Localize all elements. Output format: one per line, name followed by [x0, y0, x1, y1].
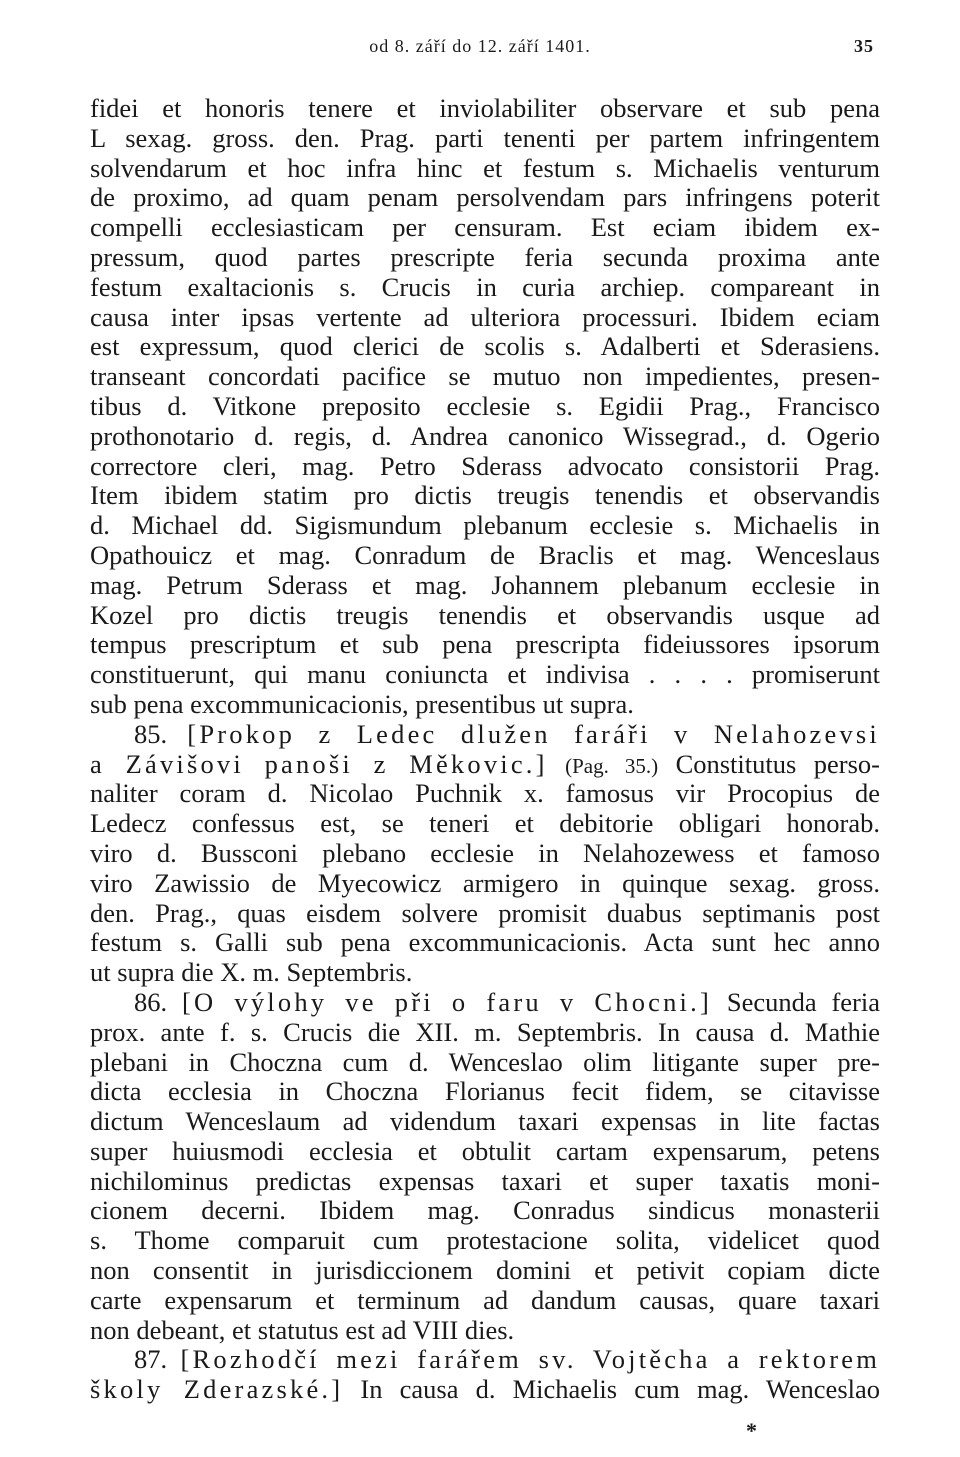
text-line: naliter coram d. Nicolao Puchnik x. famosus vir Procopius de — [90, 778, 880, 809]
text-line: sub pena excommunicacionis, presentibus ut supra. — [90, 688, 634, 719]
text-line: d. Michael dd. Sigismundum plebanum ecclesie s. Michaelis in — [90, 510, 880, 541]
entry-title: [Prokop z Ledec dlužen faráři v Nelahozevsi — [187, 718, 880, 749]
entry-text: Constitutus perso- — [675, 748, 880, 779]
text-line: fidei et honoris tenere et inviolabiliter observare et sub pena — [90, 93, 880, 123]
entry-86-title-line — [90, 988, 880, 1018]
text-line: carte expensarum et terminum ad dandum causas, quare taxari — [90, 1284, 880, 1315]
text-line: correctore cleri, mag. Petro Sderass advocato consistorii Prag. — [90, 450, 880, 481]
entry-85-body — [90, 779, 880, 958]
text-line: cionem decerni. Ibidem mag. Conradus sindicus monasterii — [90, 1195, 880, 1226]
text-line: super huiusmodi ecclesia et obtulit cartam expensarum, petens — [90, 1135, 880, 1166]
text-line: festum exaltacionis s. Crucis in curia archiep. compareant in — [90, 271, 880, 302]
text-line: viro Zawissio de Myecowicz armigero in quinque sexag. gross. — [90, 867, 880, 898]
text-line: mag. Petrum Sderass et mag. Johannem plebanum ecclesie in — [90, 569, 880, 600]
entry-title-continued: školy Zderazské.] — [90, 1374, 344, 1405]
text-line: est expressum, quod clerici de scolis s. Adalberti et Sderasiens. — [90, 331, 880, 362]
text-line: den. Prag., quas eisdem solvere promisit duabus septimanis post — [90, 897, 880, 928]
page-header — [0, 36, 960, 60]
text-line: causa inter ipsas vertente ad ulteriora processuri. Ibidem eciam — [90, 301, 880, 332]
text-line: festum s. Galli sub pena excommunicacionis. Acta sunt hec anno — [90, 927, 880, 958]
text-line: pressum, quod partes prescripte feria secunda proxima ante — [90, 241, 880, 272]
text-line: prox. ante f. s. Crucis die XII. m. Septembris. In causa d. Mathie — [90, 1016, 880, 1047]
entry-text-line: non debeant, et statutus est ad VIII dies. — [90, 1314, 515, 1345]
text-line: solvendarum et hoc infra hinc et festum s. Michaelis venturum — [90, 152, 880, 183]
entry-86 — [90, 988, 880, 1346]
entry-text-line: ut supra die X. m. Septembris. — [90, 957, 413, 988]
text-line: dictum Wenceslaum ad videndum taxari expensas in lite factas — [90, 1106, 880, 1137]
entry-85 — [90, 720, 880, 988]
text-line: plebani in Choczna cum d. Wenceslao olim litigante super pre- — [90, 1046, 880, 1077]
entry-number: 86. — [134, 986, 168, 1017]
text-line: Item ibidem statim pro dictis treugis tenendis et observandis — [90, 480, 880, 511]
page-reference: (Pag. 35.) — [565, 753, 659, 778]
text-line: de proximo, ad quam penam persolvendam pars infringens poterit — [90, 182, 880, 213]
entry-87 — [90, 1345, 880, 1405]
text-line: viro d. Bussconi plebano ecclesie in Nelahozewess et famoso — [90, 837, 880, 868]
body-text — [90, 94, 880, 1405]
entry-85-title-line-2 — [90, 750, 880, 780]
text-line: tempus prescriptum et sub pena prescripta fideiussores ipsorum — [90, 629, 880, 660]
entry-title: [O výlohy ve při o faru v Chocni.] — [181, 986, 712, 1017]
text-line: prothonotario d. regis, d. Andrea canonico Wissegrad., d. Ogerio — [90, 420, 880, 451]
entry-86-body — [90, 1018, 880, 1316]
entry-87-title-line-2 — [90, 1375, 880, 1405]
text-line: nichilominus predictas expensas taxari et super taxatis moni- — [90, 1165, 880, 1196]
entry-number: 87. — [134, 1344, 168, 1375]
text-line: Ledecz confessus est, se teneri et debitorie obligari honorab. — [90, 808, 880, 839]
entry-text: In causa d. Michaelis cum mag. Wenceslao — [360, 1374, 881, 1405]
text-line: Kozel pro dictis treugis tenendis et observandis usque ad — [90, 599, 880, 630]
entry-title-continued: a Závišovi panoši z Měkovic.] — [90, 748, 548, 779]
continuation-paragraph — [90, 94, 880, 720]
signature-mark: * — [746, 1418, 757, 1443]
text-line: tibus d. Vitkone preposito ecclesie s. Egidii Prag., Francisco — [90, 390, 880, 421]
text-line: L sexag. gross. den. Prag. parti tenenti per partem infringentem — [90, 122, 880, 153]
text-line: constituerunt, qui manu coniuncta et indivisa . . . . promiserunt — [90, 659, 880, 690]
entry-87-title-line — [90, 1345, 880, 1375]
entry-title: [Rozhodčí mezi farářem sv. Vojtěcha a rektorem — [180, 1344, 881, 1375]
entry-text: Secunda feria — [726, 986, 880, 1017]
page-number: 35 — [854, 36, 874, 56]
running-title: od 8. září do 12. září 1401. — [369, 36, 591, 56]
text-line: transeant concordati pacifice se mutuo non impedientes, presen- — [90, 361, 880, 392]
entry-85-title-line — [90, 720, 880, 750]
text-line: compelli ecclesiasticam per censuram. Est eciam ibidem ex- — [90, 212, 880, 243]
text-line: non consentit in jurisdiccionem domini et petivit copiam dicte — [90, 1255, 880, 1286]
text-line: Opathouicz et mag. Conradum de Braclis et mag. Wenceslaus — [90, 539, 880, 570]
text-line: s. Thome comparuit cum protestacione solita, videlicet quod — [90, 1225, 880, 1256]
text-line: dicta ecclesia in Choczna Florianus fecit fidem, se citavisse — [90, 1076, 880, 1107]
entry-number: 85. — [134, 718, 168, 749]
